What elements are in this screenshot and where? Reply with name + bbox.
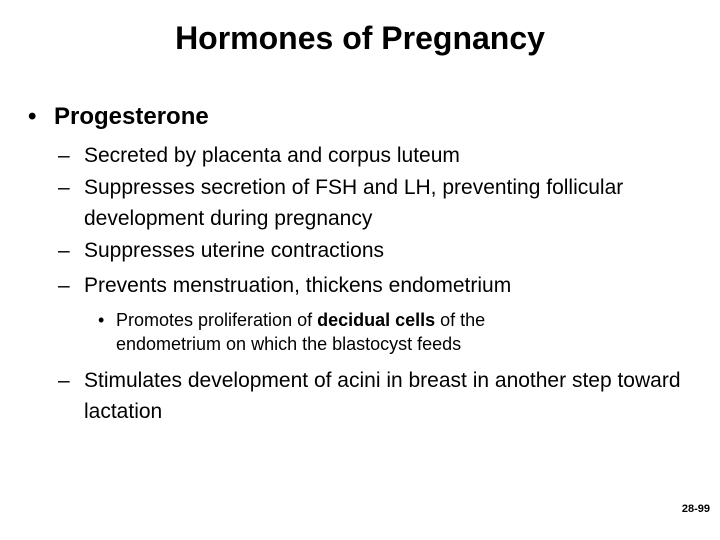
sub-bullet-text: Suppresses secretion of FSH and LH, preventing follicular development during pregnancy <box>84 176 624 230</box>
sub-bullet-text: Suppresses uterine contractions <box>84 239 384 262</box>
dash-icon: – <box>58 369 70 392</box>
sub-bullet <box>58 140 704 171</box>
slide-title: Hormones of Pregnancy <box>175 20 545 56</box>
sub-bullet <box>58 172 644 234</box>
page-number: 28-99 <box>681 503 710 515</box>
sub-bullet-text: Secreted by placenta and corpus luteum <box>84 144 460 167</box>
dash-icon: – <box>58 176 70 199</box>
sub-bullet <box>58 270 704 301</box>
sub-bullet <box>58 365 694 427</box>
sub-sub-bullet-text-end: of the endometrium on which the blastocyst feeds <box>116 310 486 354</box>
sub-bullet <box>58 235 704 266</box>
sub-bullet-text: Prevents menstruation, thickens endometrium <box>84 274 512 297</box>
dash-icon: – <box>58 239 70 262</box>
dash-icon: – <box>58 144 70 167</box>
sub-sub-bullet-text <box>116 308 586 356</box>
decidual-cells-term: decidual cells <box>317 310 436 330</box>
sub-sub-bullet <box>98 308 586 356</box>
bullet-icon: • <box>98 310 105 330</box>
sub-bullet-text: Stimulates development of acini in breast in another step toward lactation <box>84 369 681 423</box>
bullet-icon: • <box>28 103 37 130</box>
main-bullet <box>28 100 209 134</box>
dash-icon: – <box>58 274 70 297</box>
sub-sub-bullet-text-start: Promotes proliferation of <box>116 310 318 330</box>
main-bullet-text: Progesterone <box>54 103 209 130</box>
